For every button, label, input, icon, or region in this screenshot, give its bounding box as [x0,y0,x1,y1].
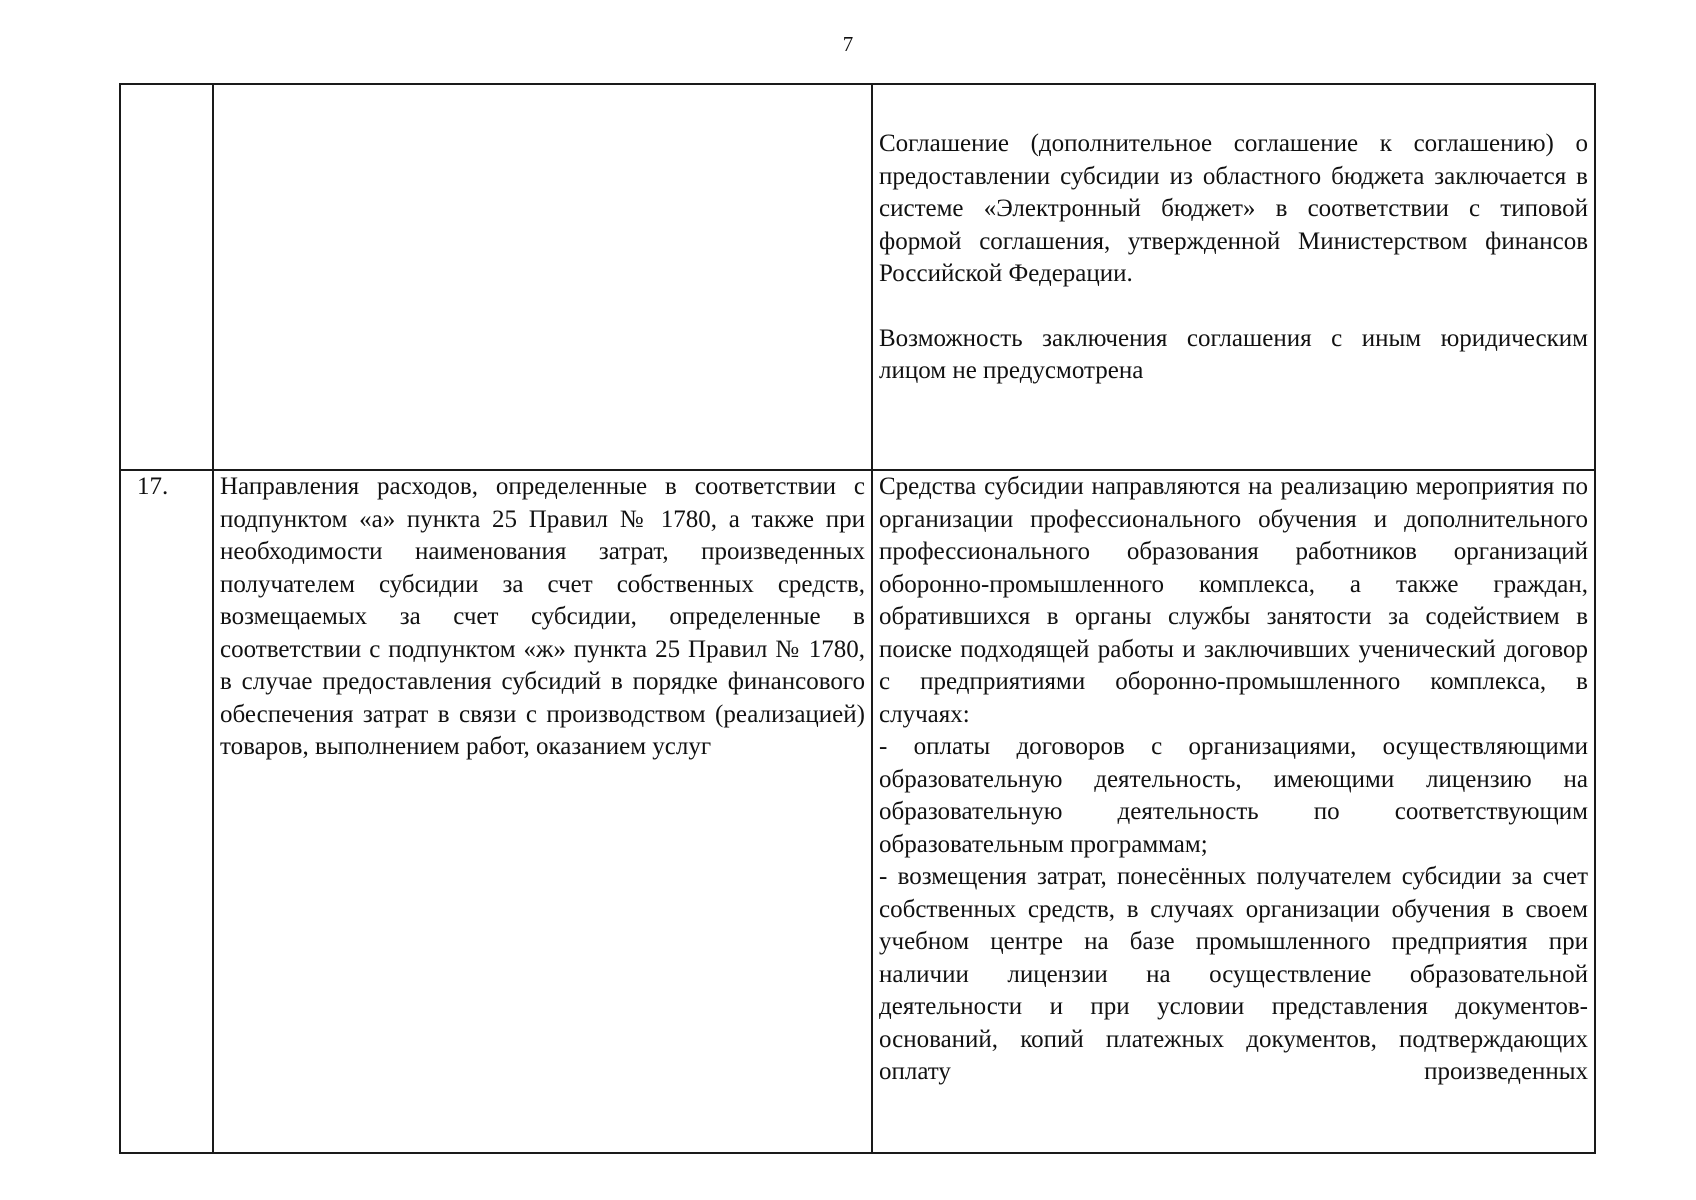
description-paragraph: - возмещения затрат, понесённых получателем субсидии за счет собственных средств, в случаях организации обучения в своем учебном центре на базе промышленного предприятия при наличии лицензии на осуществление образовательной деятельности и при условии представления документов-оснований, копий платежных документов, подтверждающих оплату произведенных [879,863,1588,1085]
description-paragraph: Средства субсидии направляются на реализацию мероприятия по организации профессионального обучения и дополнительного профессионального образования работников организаций оборонно-промышленного комплекса, а также граждан, обратившихся в органы службы занятости за содействием в поиске подходящей работы и заключивших ученический договор с предприятиями оборонно-промышленного комплекса, в случаях: [879,473,1588,728]
row-number-cell: 17. [120,470,213,1153]
description-paragraph: - оплаты договоров с организациями, осуществляющими образовательную деятельность, имеющими лицензию на образовательную деятельность по соответствующим образовательным программам; [879,733,1588,858]
row-name-text: Направления расходов, определенные в соответствии с подпунктом «а» пункта 25 Правил № 1780, а также при необходимости наименования затрат, произведенных получателем субсидии за счет собственных средств, возмещаемых за счет субсидии, определенные в соответствии с подпунктом «ж» пункта 25 Правил № 1780, в случае предоставления субсидий в порядке финансового обеспечения затрат в связи с производством (реализацией) товаров, выполнением работ, оказанием услуг [220,473,865,760]
row-description-cell [872,470,1595,1153]
table-row [120,470,1595,1153]
row-description-cell [872,84,1595,470]
row-name-cell [213,470,872,1153]
row-number-cell [120,84,213,470]
row-name-cell [213,84,872,470]
document-table [119,83,1596,1154]
table-row [120,84,1595,470]
description-paragraph: Возможность заключения соглашения с иным юридическим лицом не предусмотрена [879,324,1588,384]
page-number: 7 [842,32,854,56]
description-paragraph: Соглашение (дополнительное соглашение к соглашению) о предоставлении субсидии из областного бюджета заключается в системе «Электронный бюджет» в соответствии с типовой формой соглашения, утвержденной Министерством финансов Российской Федерации. [879,130,1588,287]
